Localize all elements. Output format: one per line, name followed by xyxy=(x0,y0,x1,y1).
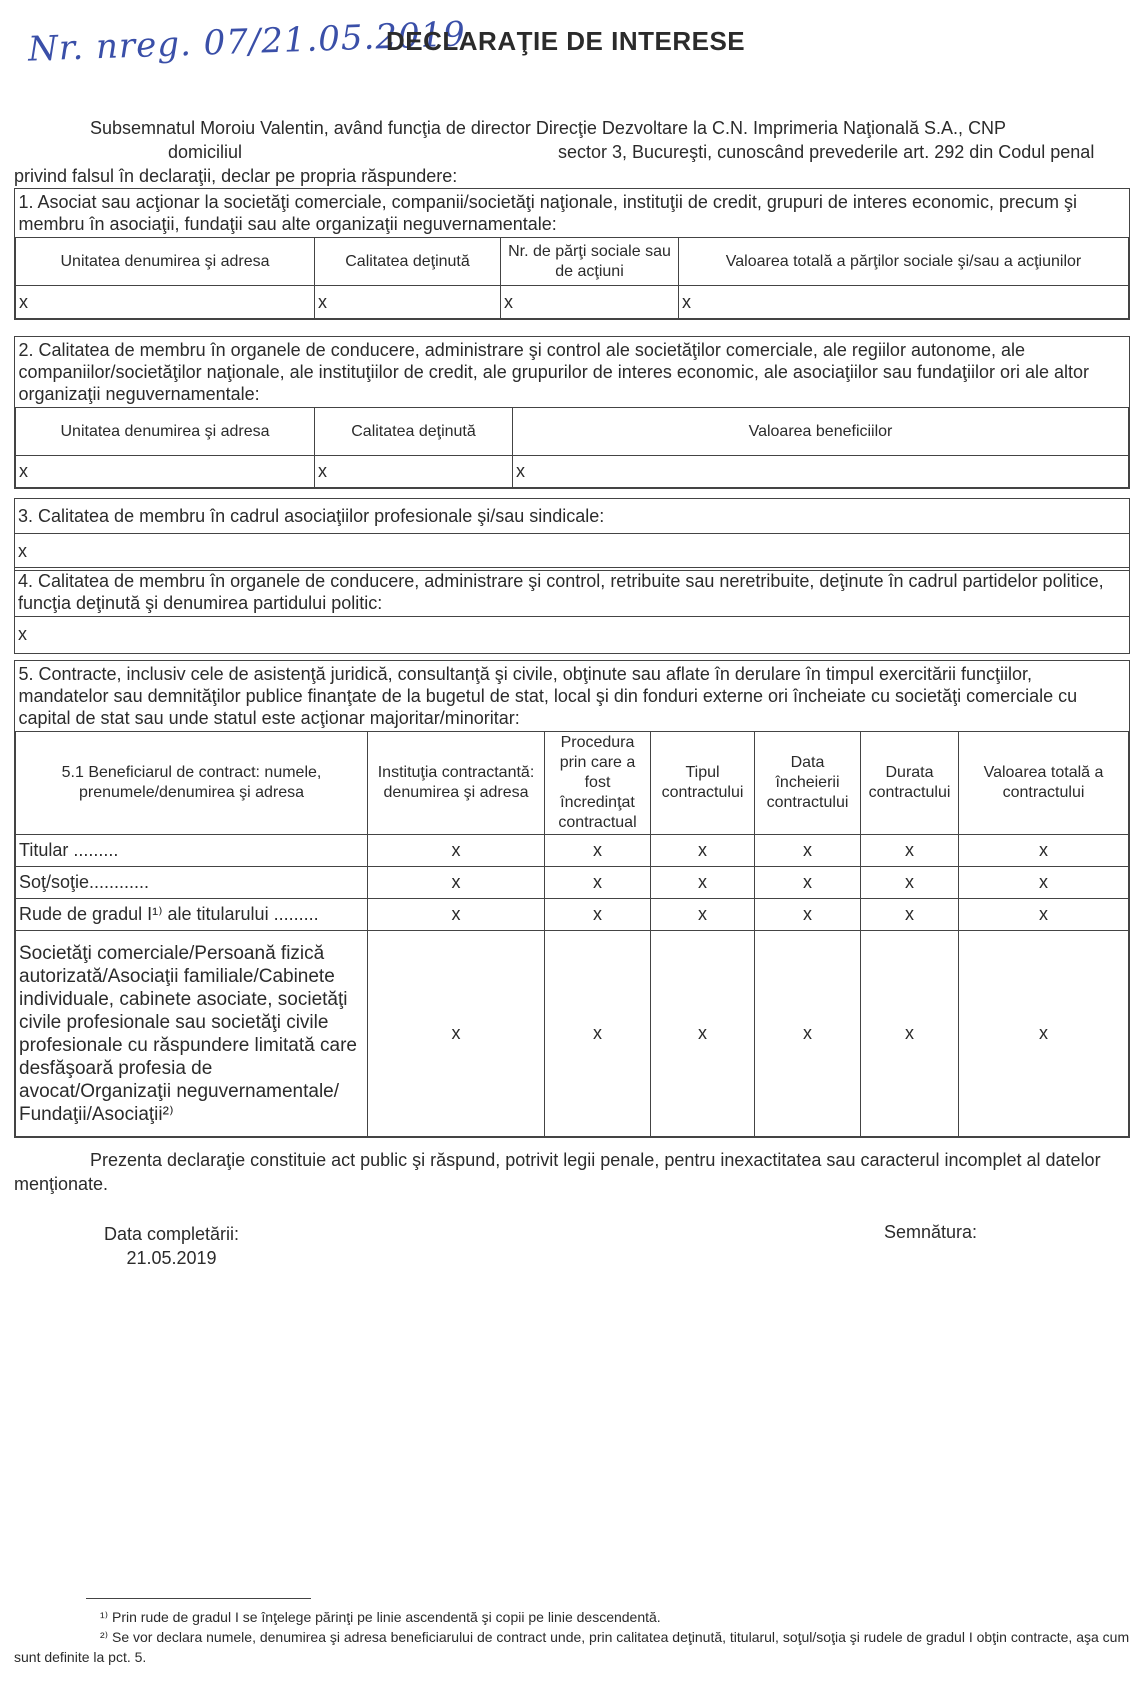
cell: x xyxy=(861,931,959,1137)
row-label: Societăţi comerciale/Persoană fizică autorizată/Asociaţii familiale/Cabinete individuale, cabinete asociate, societăţi civile profesionale sau societăţi civile profesionale cu răspundere limitată care desfăşoară profesia de avocat/Organizaţii neguvernamentale/ Fundaţii/Asociaţii²⁾ xyxy=(16,931,368,1137)
date-label: Data completării: xyxy=(104,1224,240,1244)
cell: x xyxy=(545,931,651,1137)
section-5 xyxy=(14,660,1130,1138)
section-2-col-benefits: Valoarea beneficiilor xyxy=(513,408,1129,456)
section-1-col-quality: Calitatea deţinută xyxy=(315,238,501,286)
section-2-col-unit: Unitatea denumirea şi adresa xyxy=(16,408,315,456)
signature-label: Semnătura: xyxy=(884,1222,978,1242)
section-2-col-quality: Calitatea deţinută xyxy=(315,408,513,456)
section-1-col-shares: Nr. de părţi sociale sau de acţiuni xyxy=(501,238,679,286)
cell: x xyxy=(861,835,959,867)
section-5-col-beneficiary: 5.1 Beneficiarul de contract: numele, prenumele/denumirea şi adresa xyxy=(16,732,368,835)
section-3-value: x xyxy=(18,541,27,562)
section-2-value: x xyxy=(315,456,513,488)
section-1-value: x xyxy=(315,286,501,319)
intro-domicile-label: domiciliul xyxy=(168,142,243,162)
footnote-1: ¹⁾ Prin rude de gradul I se înţelege părinţi pe linie ascendentă şi copii pe linie descendentă. xyxy=(100,1609,661,1625)
section-1-col-value: Valoarea totală a părţilor sociale şi/sau a acţiunilor xyxy=(679,238,1129,286)
section-1-heading: 1. Asociat sau acţionar la societăţi comerciale, companii/societăţi naţionale, instituţii de credit, grupuri de interes economic, precum şi membru în asociaţii, fundaţii sau alte organizaţii neguvernamentale: xyxy=(16,189,1129,238)
section-3-heading: 3. Calitatea de membru în cadrul asociaţiilor profesionale şi/sau sindicale: xyxy=(15,499,1129,534)
cell: x xyxy=(651,835,755,867)
cell: x xyxy=(545,899,651,931)
date-value: 21.05.2019 xyxy=(126,1248,217,1268)
row-label: Soţ/soţie............ xyxy=(16,867,368,899)
section-2-value: x xyxy=(16,456,315,488)
public-statement-text: Prezenta declaraţie constituie act public şi răspund, potrivit legii penale, pentru inexactitatea sau caracterul incomplet al datelor menţionate. xyxy=(14,1150,1101,1194)
intro-paragraph xyxy=(14,116,1132,188)
section-1-value: x xyxy=(679,286,1129,319)
cell: x xyxy=(545,867,651,899)
handwritten-registration: Nr. nreg. 07/21.05.2019 xyxy=(27,14,467,70)
section-1-value: x xyxy=(16,286,315,319)
intro-line-2 xyxy=(14,140,1132,164)
intro-domicile-text: sector 3, Bucureşti, cunoscând prevederile art. 292 din Codul penal xyxy=(558,142,1095,162)
cell: x xyxy=(861,867,959,899)
cell: x xyxy=(959,899,1129,931)
footnotes xyxy=(14,1607,1132,1667)
row-label: Rude de gradul I¹⁾ ale titularului ......... xyxy=(16,899,368,931)
section-5-col-procedure: Procedura prin care a fost încredinţat contractual xyxy=(545,732,651,835)
table-row xyxy=(16,835,1129,867)
table-row xyxy=(16,931,1129,1137)
intro-line-1: Subsemnatul Moroiu Valentin, având funcţia de director Direcţie Dezvoltare la C.N. Imprimeria Naţională S.A., CNP xyxy=(90,118,1007,138)
cell: x xyxy=(651,899,755,931)
section-5-col-date: Data încheierii contractului xyxy=(755,732,861,835)
cell: x xyxy=(755,931,861,1137)
section-5-col-institution: Instituţia contractantă: denumirea şi adresa xyxy=(368,732,545,835)
section-5-col-type: Tipul contractului xyxy=(651,732,755,835)
section-5-col-value: Valoarea totală a contractului xyxy=(959,732,1129,835)
section-4-heading: 4. Calitatea de membru în organele de conducere, administrare şi control, retribuite sau neretribuite, deţinute în cadrul partidelor politice, funcţia deţinută şi denumirea partidului politic: xyxy=(15,568,1129,617)
section-4 xyxy=(14,567,1130,654)
cell: x xyxy=(368,899,545,931)
section-2-value: x xyxy=(513,456,1129,488)
section-4-value: x xyxy=(18,624,27,645)
cell: x xyxy=(368,931,545,1137)
cell: x xyxy=(959,835,1129,867)
section-1-col-unit: Unitatea denumirea şi adresa xyxy=(16,238,315,286)
cell: x xyxy=(959,931,1129,1137)
row-label: Titular ......... xyxy=(16,835,368,867)
section-2 xyxy=(14,336,1130,489)
section-1-value: x xyxy=(501,286,679,319)
intro-line-3: privind falsul în declaraţii, declar pe propria răspundere: xyxy=(14,166,458,186)
section-1 xyxy=(14,188,1130,320)
cell: x xyxy=(861,899,959,931)
cell: x xyxy=(368,835,545,867)
completion-date xyxy=(104,1222,239,1270)
section-2-heading: 2. Calitatea de membru în organele de conducere, administrare şi control ale societăţilor comerciale, ale regiilor autonome, ale companiilor/societăţilor naţionale, ale instituţiilor de credit, ale grupurilor de interes economic, ale asociaţiilor sau fundaţiilor ori ale altor organizaţii neguvernamentale: xyxy=(16,337,1129,408)
footnote-2: ²⁾ Se vor declara numele, denumirea şi adresa beneficiarului de contract unde, prin calitatea deţinută, titularul, soţul/soţia şi rudele de gradul I obţin contracte, aşa cum sunt definite la pct. 5. xyxy=(14,1629,1130,1665)
cell: x xyxy=(755,899,861,931)
table-row xyxy=(16,899,1129,931)
section-5-col-duration: Durata contractului xyxy=(861,732,959,835)
cell: x xyxy=(651,867,755,899)
section-3 xyxy=(14,498,1130,571)
cell: x xyxy=(368,867,545,899)
public-statement xyxy=(14,1148,1132,1196)
cell: x xyxy=(959,867,1129,899)
footnote-divider xyxy=(86,1598,311,1599)
cell: x xyxy=(755,867,861,899)
table-row xyxy=(16,867,1129,899)
cell: x xyxy=(755,835,861,867)
document-title: DECLARAŢIE DE INTERESE xyxy=(386,26,746,56)
section-5-heading: 5. Contracte, inclusiv cele de asistenţă juridică, consultanţă şi civile, obţinute sau aflate în derulare în timpul exercitării funcţiilor, mandatelor sau demnităţilor publice finanţate de la bugetul de stat, local şi din fonduri externe ori încheiate cu societăţi comerciale cu capital de stat sau unde statul este acţionar majoritar/minoritar: xyxy=(16,661,1129,732)
cell: x xyxy=(651,931,755,1137)
cell: x xyxy=(545,835,651,867)
